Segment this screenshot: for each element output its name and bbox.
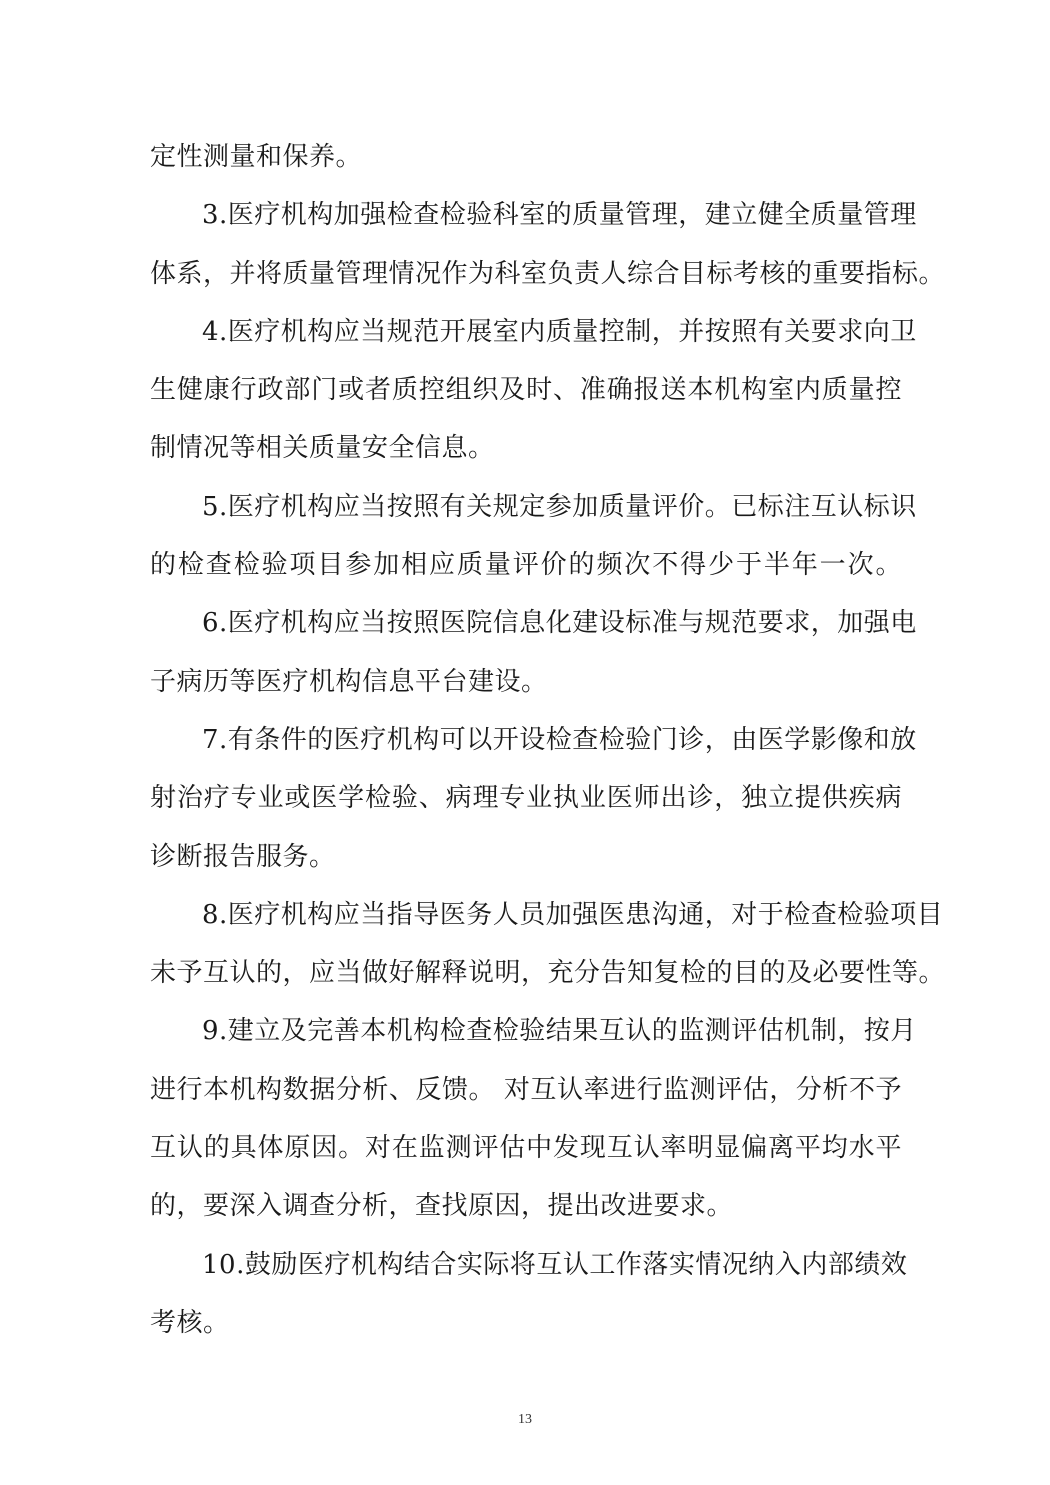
- text-line: 的，要深入调查分析，查找原因，提出改进要求。: [150, 1191, 734, 1222]
- text-line: 定性测量和保养。: [150, 142, 363, 172]
- text-line: 5.医疗机构应当按照有关规定参加质量评价。已标注互认标识: [202, 491, 917, 522]
- text-line: 子病历等医疗机构信息平台建设。: [150, 666, 548, 697]
- text-line: 未予互认的，应当做好解释说明，充分告知复检的目的及必要性等。: [150, 958, 946, 989]
- text-line: 6.医疗机构应当按照医院信息化建设标准与规范要求，加强电: [202, 608, 917, 639]
- text-line: 的检查检验项目参加相应质量评价的频次不得少于半年一次。: [150, 550, 902, 581]
- text-line: 互认的具体原因。对在监测评估中发现互认率明显偏离平均水平: [150, 1133, 902, 1164]
- text-line: 射治疗专业或医学检验、病理专业执业医师出诊，独立提供疾病: [150, 783, 902, 814]
- text-line: 进行本机构数据分析、反馈。 对互认率进行监测评估，分析不予: [150, 1074, 902, 1105]
- text-line: 诊断报告服务。: [150, 841, 336, 872]
- text-line: 制情况等相关质量安全信息。: [150, 433, 495, 464]
- text-line: 10.鼓励医疗机构结合实际将互认工作落实情况纳入内部绩效: [202, 1249, 908, 1280]
- page-number: 13: [518, 1412, 532, 1427]
- text-line: 考核。: [150, 1307, 230, 1338]
- text-line: 生健康行政部门或者质控组织及时、准确报送本机构室内质量控: [150, 375, 902, 406]
- text-line: 9.建立及完善本机构检查检验结果互认的监测评估机制，按月: [202, 1016, 917, 1047]
- text-line: 4.医疗机构应当规范开展室内质量控制，并按照有关要求向卫: [202, 316, 917, 347]
- document-body: [150, 128, 946, 1352]
- text-line: 体系，并将质量管理情况作为科室负责人综合目标考核的重要指标。: [150, 258, 946, 289]
- text-line: 8.医疗机构应当指导医务人员加强医患沟通，对于检查检验项目: [202, 899, 944, 930]
- text-line: 3.医疗机构加强检查检验科室的质量管理，建立健全质量管理: [202, 200, 917, 231]
- text-line: 7.有条件的医疗机构可以开设检查检验门诊，由医学影像和放: [202, 724, 917, 755]
